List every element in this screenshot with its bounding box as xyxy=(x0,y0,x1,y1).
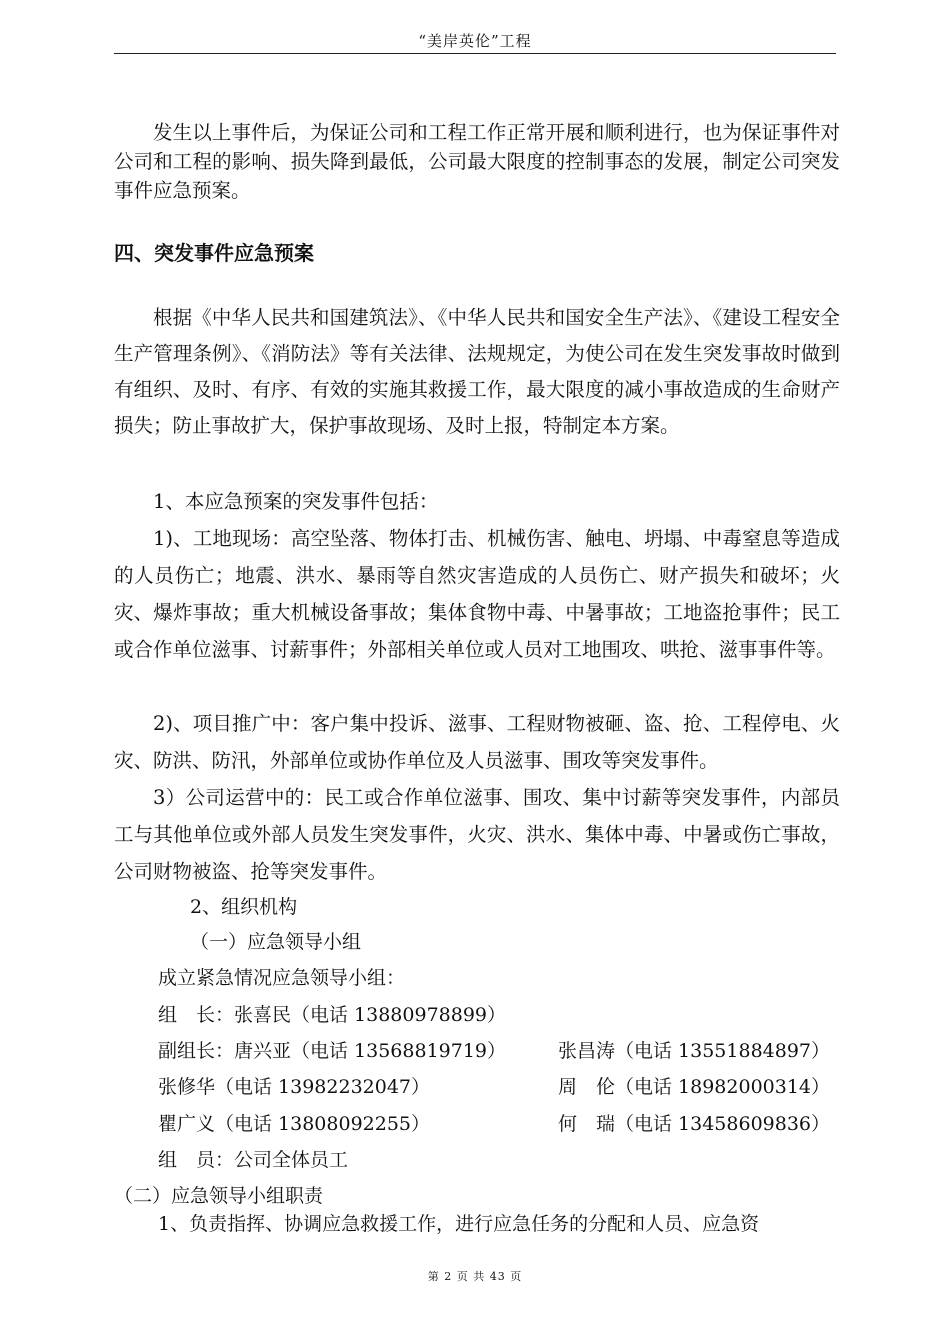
org-member-right-3: 何 瑞（电话 13458609836） xyxy=(558,1113,831,1135)
org-title: 2、组织机构 xyxy=(190,896,298,918)
duty-item-1: 1、负责指挥、协调应急救援工作，进行应急任务的分配和人员、应急资 xyxy=(158,1213,760,1235)
item1-2-paragraph: 2)、项目推广中：客户集中投诉、滋事、工程财物被砸、盗、抢、工程停电、火灾、防洪、防汛，外部单位或协作单位及人员滋事、围攻等突发事件。 xyxy=(114,712,840,772)
org-member-left-1: 张修华（电话 13982232047） xyxy=(158,1076,431,1098)
org-deputy: 副组长：唐兴亚（电话 13568819719） xyxy=(158,1040,507,1062)
page-header: “美岸英伦”工程 xyxy=(418,32,532,50)
org-member-left-2: 瞿广义（电话 13808092255） xyxy=(158,1113,431,1135)
item1-1-paragraph: 1)、工地现场：高空坠落、物体打击、机械伤害、触电、坍塌、中毒窒息等造成的人员伤亡；地震、洪水、暴雨等自然灾害造成的人员伤亡、财产损失和破坏；火灾、爆炸事故；重大机械设备事故；集体食物中毒、中暑事故；工地盗抢事件；民工或合作单位滋事、讨薪事件；外部相关单位或人员对工地围攻、哄抢、滋事事件等。 xyxy=(114,527,840,661)
item1-paragraph: 1、本应急预案的突发事件包括： xyxy=(153,490,439,513)
section-heading: 四、突发事件应急预案 xyxy=(114,241,314,265)
item1-3-paragraph: 3）公司运营中的：民工或合作单位滋事、围攻、集中讨薪等突发事件，内部员工与其他单位或外部人员发生突发事件，火灾、洪水、集体中毒、中暑或伤亡事故，公司财物被盗、抢等突发事件。 xyxy=(114,786,840,883)
basis-paragraph: 根据《中华人民共和国建筑法》、《中华人民共和国安全生产法》、《建设工程安全生产管理条例》、《消防法》等有关法律、法规规定，为使公司在发生突发事故时做到有组织、及时、有序、有效的实施其救援工作，最大限度的减小事故造成的生命财产损失；防止事故扩大，保护事故现场、及时上报，特制定本方案。 xyxy=(114,306,840,437)
org-establish: 成立紧急情况应急领导小组： xyxy=(158,967,406,989)
org-subtitle: （一）应急领导小组 xyxy=(190,931,362,953)
header-divider xyxy=(114,53,836,54)
intro-paragraph: 发生以上事件后，为保证公司和工程工作正常开展和顺利进行，也为保证事件对公司和工程的影响、损失降到最低，公司最大限度的控制事态的发展，制定公司突发事件应急预案。 xyxy=(114,121,840,202)
org-member-right-2: 周 伦（电话 18982000314） xyxy=(558,1076,831,1098)
org-leader: 组 长：张喜民（电话 13880978899） xyxy=(158,1004,507,1026)
duty-title: （二）应急领导小组职责 xyxy=(114,1185,324,1207)
org-member-right-1: 张昌涛（电话 13551884897） xyxy=(558,1040,831,1062)
org-staff: 组 员：公司全体员工 xyxy=(158,1149,349,1171)
page-footer: 第 2 页 共 43 页 xyxy=(427,1270,523,1283)
